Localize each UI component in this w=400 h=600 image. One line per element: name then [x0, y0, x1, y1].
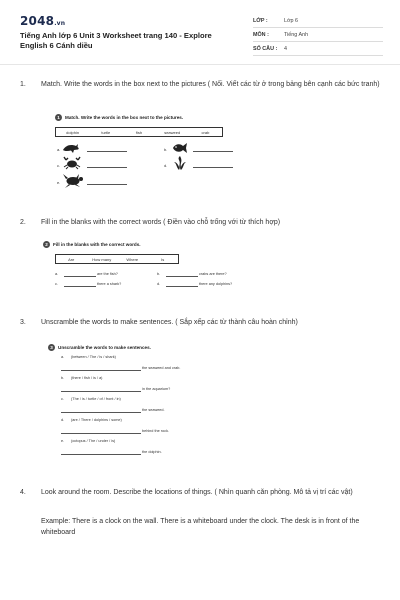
exercise-3-badge: 3	[48, 344, 55, 351]
answer-line-d[interactable]	[193, 167, 233, 168]
question-3-number: 3.	[20, 319, 26, 326]
unscramble-b-end: in the aquarium?	[142, 387, 171, 391]
site-logo[interactable]	[20, 14, 65, 28]
exercise-1-badge: 1	[55, 114, 62, 121]
word-box-1-item: crab	[201, 129, 210, 135]
unscramble-b-prompt: (there / fish / is / a)	[71, 376, 103, 380]
answer-line-a[interactable]	[87, 151, 127, 152]
question-1-number: 1.	[20, 81, 26, 88]
exercise-1-title: Match. Write the words in the box next to the pictures.	[65, 115, 184, 120]
unscramble-b-letter: b.	[61, 376, 65, 380]
word-box-2-item: Is	[161, 256, 165, 262]
answer-line-e[interactable]	[87, 184, 127, 185]
word-box-2-item: Where	[126, 256, 139, 262]
word-box-2	[55, 254, 179, 264]
fill-item-b-letter: b.	[157, 272, 161, 276]
unscramble-c-blank[interactable]	[61, 412, 141, 413]
exercise-1-heading	[55, 114, 183, 121]
match-label-c: c.	[57, 163, 61, 168]
word-box-2-item: Are	[68, 256, 75, 262]
question-3-text: Unscramble the words to make sentences. ( Sắp xếp các từ thành câu hoàn chỉnh)	[41, 319, 298, 326]
fill-item-d-letter: d.	[157, 282, 161, 286]
meta-count-row	[253, 43, 383, 56]
fill-blank-d[interactable]	[166, 286, 198, 287]
unscramble-a-blank[interactable]	[61, 370, 141, 371]
unscramble-e-blank[interactable]	[61, 454, 141, 455]
word-box-1-item: fish	[135, 129, 143, 135]
unscramble-a-end: the seaweed and crab.	[142, 366, 181, 370]
word-box-2-item: How many	[92, 256, 112, 262]
exercise-3-heading	[48, 344, 151, 351]
question-4-example-text: Example: There is a clock on the wall. There is a whiteboard under the clock. The desk is in front of the whiteboard	[41, 518, 360, 536]
unscramble-b-blank[interactable]	[61, 391, 141, 392]
crab-icon	[63, 156, 81, 170]
fill-item-d-text: there any dolphins?	[199, 282, 233, 286]
meta-subject-value: Tiếng Anh	[284, 32, 309, 38]
fill-blank-b[interactable]	[166, 276, 198, 277]
question-4-number: 4.	[20, 489, 26, 496]
fill-item-c-text: there a shark?	[97, 282, 122, 286]
logo-main: 2048	[20, 14, 55, 28]
unscramble-c-prompt: (The / is / turtle / of / front / in)	[71, 397, 121, 401]
meta-count-key: SỐ CÂU :	[253, 46, 278, 52]
meta-subject-row	[253, 29, 383, 42]
match-label-b: b.	[164, 147, 168, 152]
question-4-text: Look around the room. Describe the locations of things. ( Nhìn quanh căn phòng. Mô tả vị trí các vật)	[41, 489, 353, 496]
answer-line-b[interactable]	[193, 151, 233, 152]
unscramble-a-prompt: (between / The / is / shark)	[71, 355, 116, 359]
fill-item-a-letter: a.	[55, 272, 59, 276]
meta-subject-key: MÔN :	[253, 32, 269, 38]
word-box-1	[55, 127, 223, 137]
unscramble-d-prompt: (are / There / dolphins / some)	[71, 418, 122, 422]
meta-class-value: Lớp 6	[284, 18, 299, 24]
unscramble-d-blank[interactable]	[61, 433, 141, 434]
question-1-text: Match. Write the words in the box next to the pictures ( Nối. Viết các từ ở trong bảng bên cạnh các bức tranh)	[41, 81, 380, 88]
header-divider	[0, 64, 400, 65]
unscramble-e-letter: e.	[61, 439, 65, 443]
fill-blank-a[interactable]	[64, 276, 96, 277]
fill-item-a-text: are the fish?	[97, 272, 118, 276]
question-2-text: Fill in the blanks with the correct words ( Điền vào chỗ trống với từ thích hợp)	[41, 219, 281, 226]
dolphin-icon	[62, 141, 80, 155]
exercise-2-title: Fill in the blanks with the correct words.	[53, 242, 141, 247]
meta-class-key: LỚP :	[253, 18, 268, 24]
unscramble-e-end: the dolphin.	[142, 450, 162, 454]
exercise-2-heading	[43, 241, 141, 248]
word-box-1-item: dolphin	[66, 129, 80, 135]
word-box-1-item: seaweed	[164, 129, 181, 135]
word-box-1-item: turtle	[101, 129, 111, 135]
match-label-a: a.	[57, 147, 61, 152]
question-2-number: 2.	[20, 219, 26, 226]
unscramble-c-letter: c.	[61, 397, 64, 401]
fill-blank-c[interactable]	[64, 286, 96, 287]
unscramble-d-end: behind the rock.	[142, 429, 170, 433]
fill-item-c-letter: c.	[55, 282, 58, 286]
meta-class-row	[253, 15, 383, 28]
exercise-2-badge: 2	[43, 241, 50, 248]
unscramble-e-prompt: (octopus / The / under / is)	[71, 439, 116, 443]
unscramble-c-end: the seaweed.	[142, 408, 165, 412]
exercise-3-title: Unscramble the words to make sentences.	[58, 345, 151, 350]
turtle-icon	[62, 173, 84, 189]
logo-suffix: .vn	[54, 20, 66, 27]
answer-line-c[interactable]	[87, 167, 127, 168]
seaweed-icon	[172, 155, 188, 171]
match-label-e: e.	[57, 180, 61, 185]
match-label-d: d.	[164, 163, 168, 168]
meta-count-value: 4	[284, 46, 287, 52]
unscramble-a-letter: a.	[61, 355, 65, 359]
fish-icon	[172, 142, 188, 154]
fill-item-b-text: crabs are there?	[199, 272, 227, 276]
page-title: Tiếng Anh lớp 6 Unit 3 Worksheet trang 140 - Explore English 6 Cánh diều	[20, 31, 212, 50]
unscramble-d-letter: d.	[61, 418, 65, 422]
